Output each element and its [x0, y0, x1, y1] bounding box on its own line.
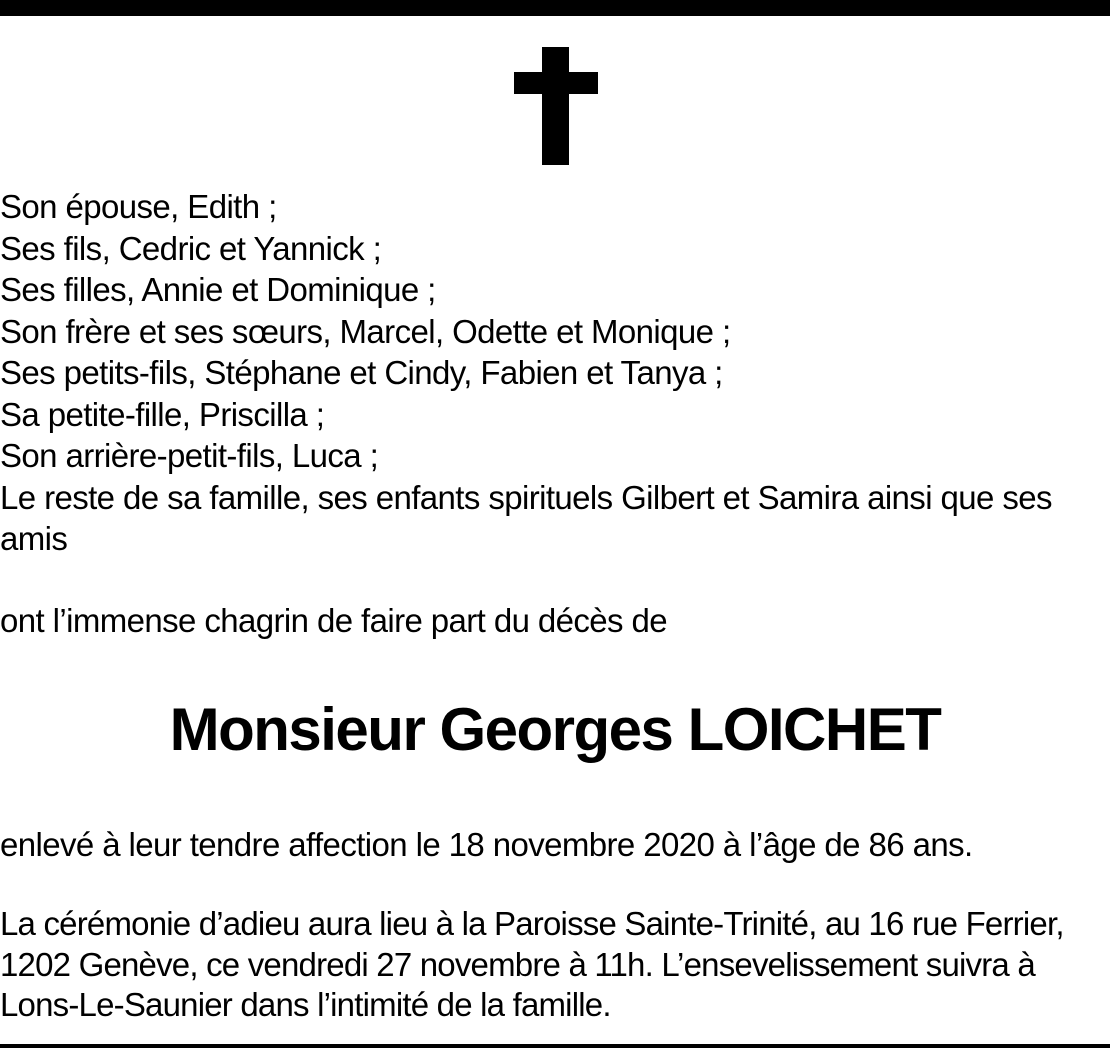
family-member-line: Son arrière-petit-fils, Luca ; [0, 437, 379, 474]
death-date-info: enlevé à leur tendre affection le 18 novembre 2020 à l’âge de 86 ans. [0, 826, 973, 863]
family-member-line: Son épouse, Edith ; [0, 188, 277, 225]
deceased-name: Monsieur Georges LOICHET [169, 696, 941, 763]
family-member-line: Ses petits-fils, Stéphane et Cindy, Fabien et Tanya ; [0, 354, 723, 391]
ceremony-details: La cérémonie d’adieu aura lieu à la Paroisse Sainte-Trinité, au 16 rue Ferrier, 1202 Genève, ce vendredi 27 novembre à 11h. L’ensevelissement suivra à Lons-Le-Saunier dans l’intimité de la famille. [0, 905, 1064, 1023]
family-member-line: Ses filles, Annie et Dominique ; [0, 271, 436, 308]
family-member-line: Son frère et ses sœurs, Marcel, Odette et Monique ; [0, 312, 731, 350]
family-member-line: Ses fils, Cedric et Yannick ; [0, 229, 382, 267]
family-members-list [0, 186, 1100, 560]
announcement-intro: ont l’immense chagrin de faire part du décès de [0, 602, 668, 639]
cross-vertical-bar [542, 47, 569, 165]
cross-icon [514, 47, 598, 165]
bottom-border-rule [0, 1044, 1110, 1048]
top-border-rule [0, 0, 1110, 16]
family-member-line: Sa petite-fille, Priscilla ; [0, 395, 325, 433]
cross-horizontal-bar [514, 72, 598, 94]
family-member-line: Le reste de sa famille, ses enfants spirituels Gilbert et Samira ainsi que ses amis [0, 478, 1052, 557]
